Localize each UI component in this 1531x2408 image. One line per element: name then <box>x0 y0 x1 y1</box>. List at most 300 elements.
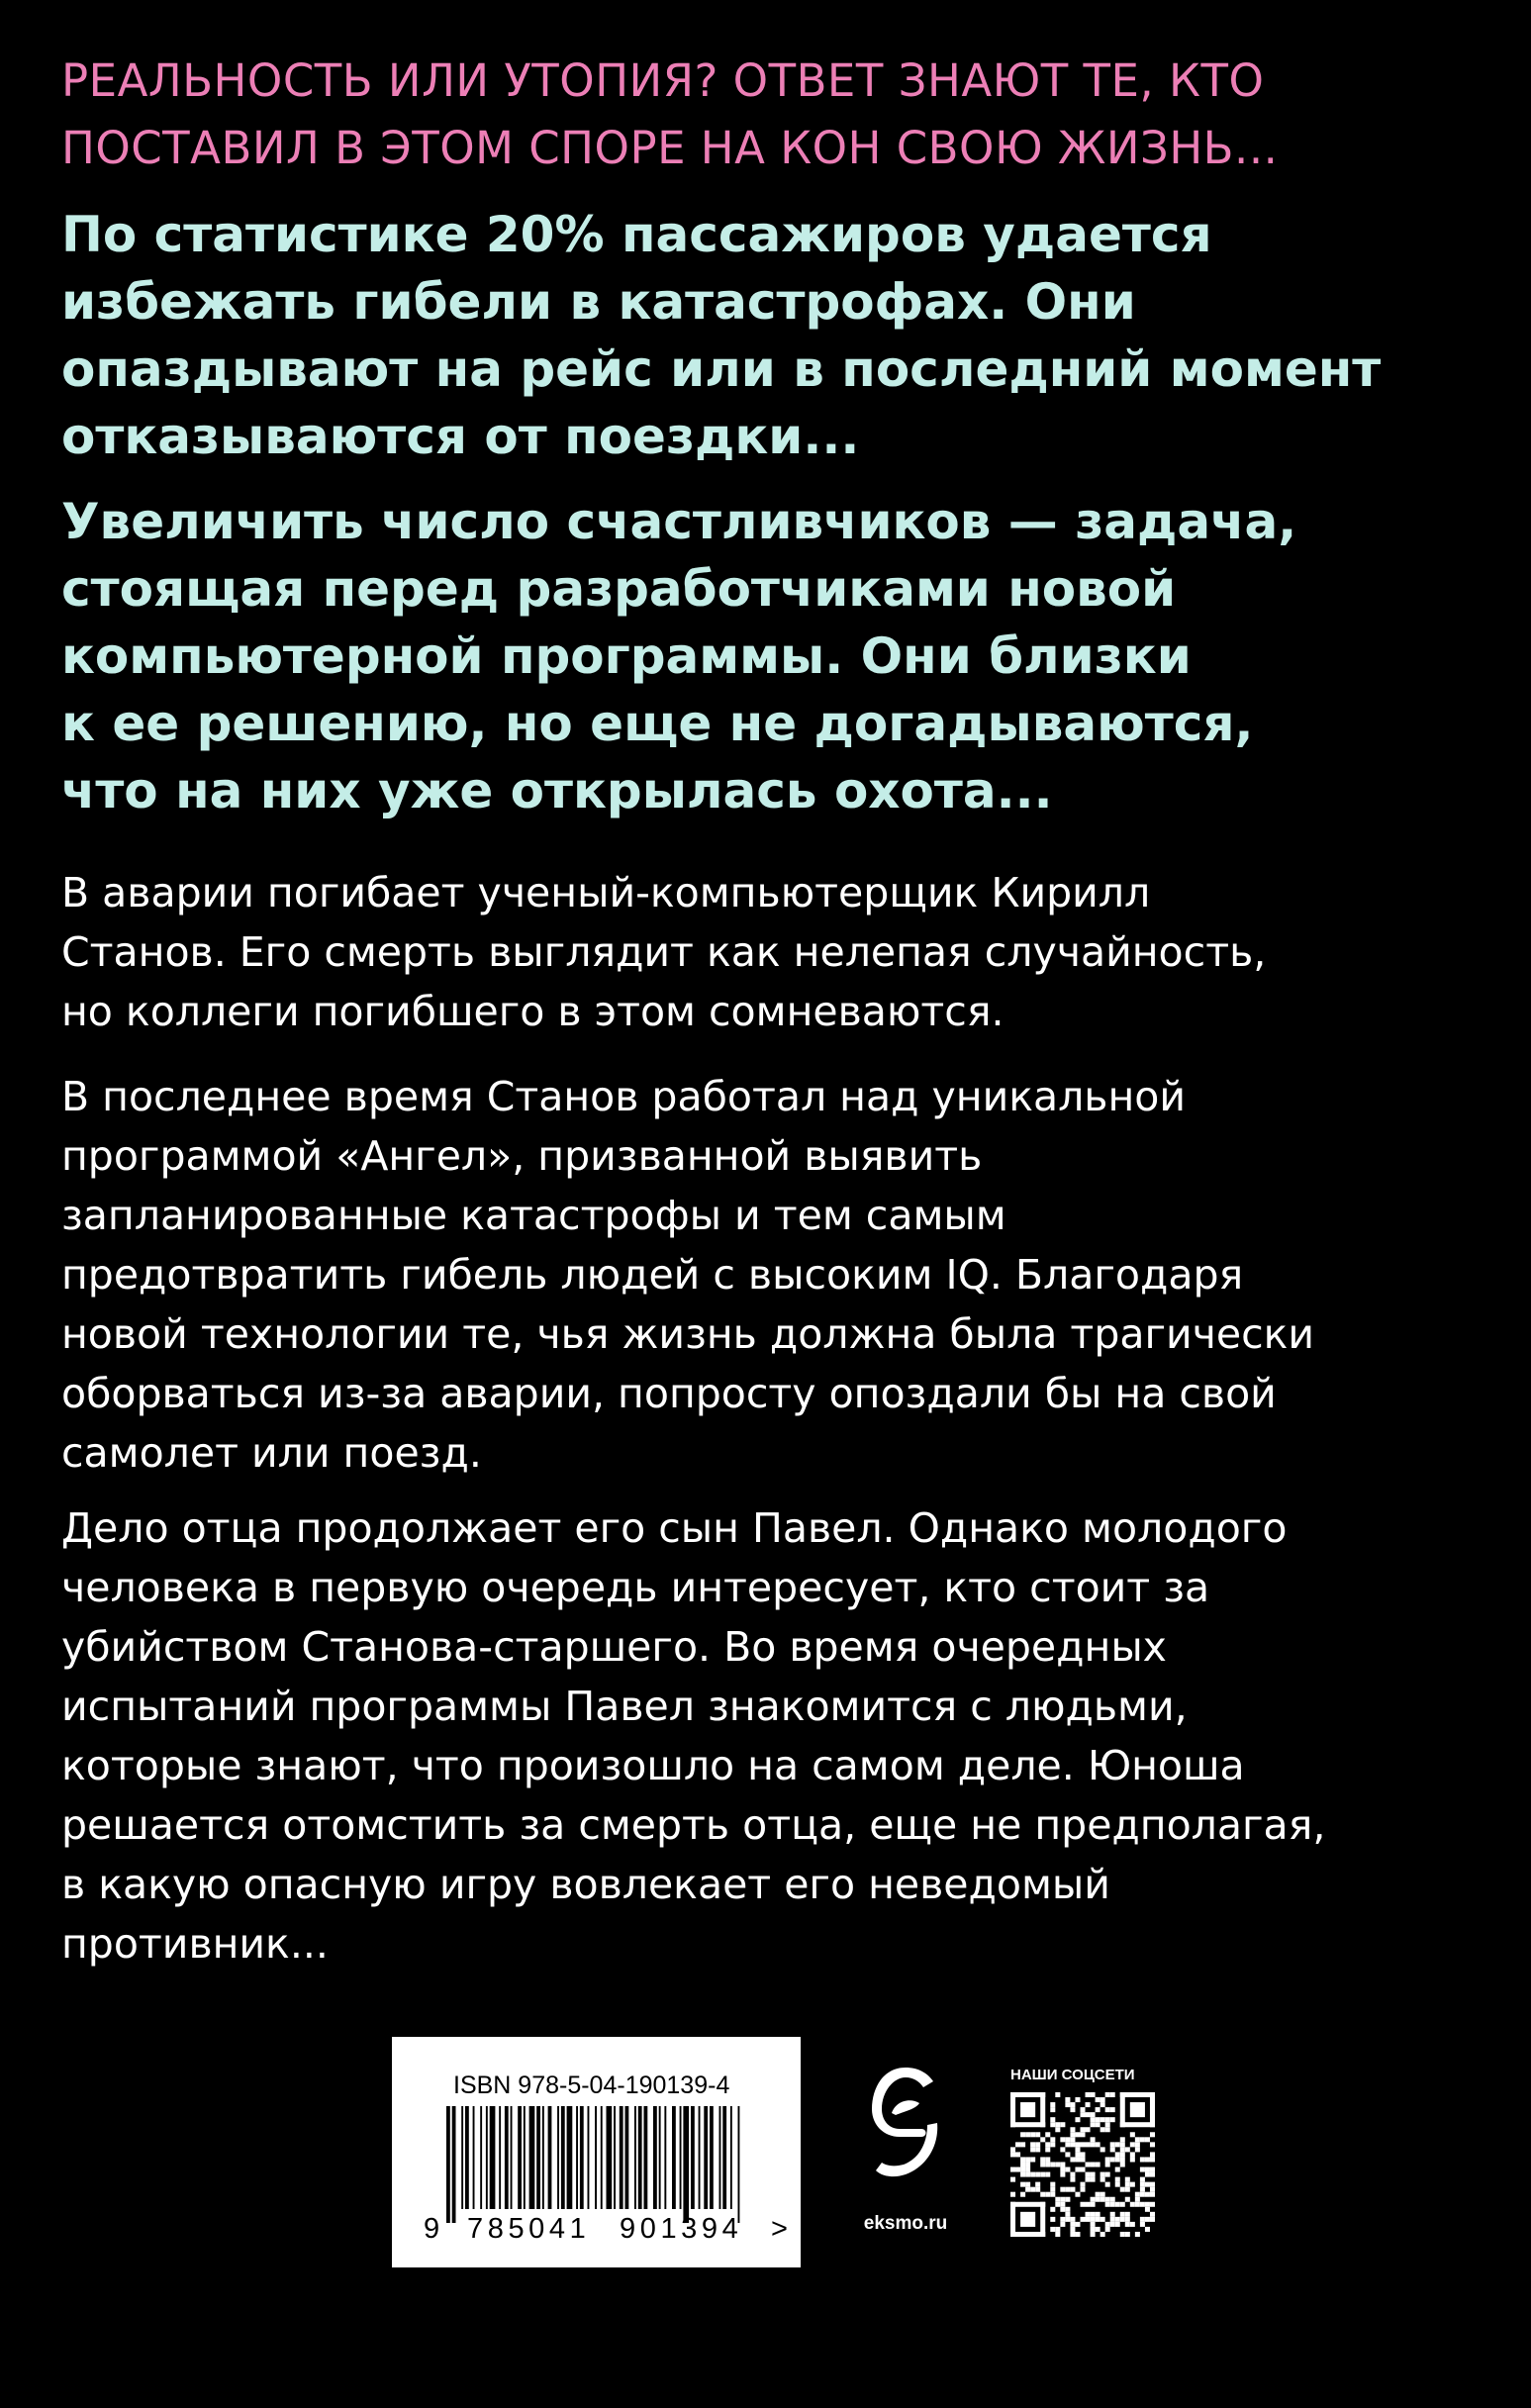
qr-module <box>1091 2112 1096 2117</box>
qr-module <box>1065 2207 1070 2212</box>
qr-module <box>1050 2107 1055 2112</box>
qr-module <box>1070 2217 1075 2222</box>
qr-module <box>1055 2127 1060 2132</box>
qr-module <box>1086 2112 1091 2117</box>
qr-module <box>1025 2182 1030 2187</box>
qr-module <box>1075 2222 1080 2227</box>
qr-module <box>1091 2212 1096 2217</box>
barcode-bar <box>518 2106 522 2209</box>
qr-module <box>1025 2162 1030 2167</box>
qr-module <box>1075 2147 1080 2152</box>
qr-module <box>1060 2162 1065 2167</box>
qr-module <box>1150 2157 1155 2162</box>
barcode-bar <box>524 2106 526 2209</box>
qr-module <box>1030 2147 1035 2152</box>
barcode-bar <box>680 2106 682 2209</box>
qr-module <box>1040 2172 1045 2177</box>
qr-module <box>1096 2192 1100 2197</box>
qr-module <box>1135 2202 1140 2207</box>
tagline: РЕАЛЬНОСТЬ ИЛИ УТОПИЯ? ОТВЕТ ЗНАЮТ ТЕ, КТО ПОСТАВИЛ В ЭТОМ СПОРЕ НА КОН СВОЮ ЖИЗНЬ... <box>61 54 1279 174</box>
qr-module <box>1045 2132 1050 2137</box>
qr-module <box>1091 2092 1096 2097</box>
qr-module <box>1080 2157 1085 2162</box>
qr-module <box>1130 2222 1135 2227</box>
qr-module <box>1070 2172 1075 2177</box>
qr-module <box>1025 2167 1030 2172</box>
qr-module <box>1070 2102 1075 2107</box>
isbn-barcode-block <box>392 2037 801 2267</box>
qr-module <box>1040 2192 1045 2197</box>
barcode-bar <box>683 2106 689 2223</box>
barcode-bar <box>634 2106 636 2209</box>
barcode-bar <box>644 2106 648 2209</box>
qr-module <box>1150 2142 1155 2147</box>
barcode-bar <box>576 2106 578 2209</box>
ean-quiet-zone-arrow: > <box>771 2213 788 2245</box>
barcode-bar <box>446 2106 450 2223</box>
qr-module <box>1060 2137 1065 2142</box>
qr-module <box>1120 2092 1155 2097</box>
qr-module <box>1110 2212 1115 2217</box>
ean-first-digit: 9 <box>424 2213 440 2245</box>
qr-module <box>1105 2117 1110 2122</box>
qr-module <box>1120 2232 1125 2237</box>
qr-module <box>1096 2107 1100 2112</box>
qr-module <box>1045 2162 1050 2167</box>
qr-module <box>1140 2167 1145 2172</box>
qr-module <box>1060 2217 1065 2222</box>
qr-module <box>1150 2132 1155 2137</box>
qr-module <box>1120 2212 1125 2217</box>
qr-module <box>1100 2117 1105 2122</box>
qr-module <box>1025 2187 1030 2192</box>
annotation-paragraph: В последнее время Станов работал над уникальной программой «Ангел», призванной выявить запланированные катастрофы и тем самым предотвратить гибель людей с высоким IQ. Благодаря новой технологии те, чья жизнь должна была трагически оборваться из-за аварии, попросту опоздали бы на свой самолет или поезд. <box>61 1073 1315 1477</box>
qr-module <box>1115 2142 1120 2147</box>
qr-module <box>1080 2202 1085 2207</box>
qr-module <box>1135 2192 1140 2197</box>
qr-module <box>1065 2142 1070 2147</box>
qr-module <box>1060 2122 1065 2127</box>
qr-module <box>1055 2162 1060 2167</box>
qr-module <box>1105 2227 1110 2232</box>
qr-module <box>1110 2107 1115 2112</box>
qr-module <box>1050 2187 1055 2192</box>
barcode-bar <box>588 2106 590 2209</box>
qr-module <box>1105 2127 1110 2132</box>
barcode-bar <box>490 2106 496 2209</box>
qr-module <box>1086 2172 1091 2177</box>
barcode-bar <box>557 2106 559 2209</box>
qr-module <box>1115 2202 1120 2207</box>
qr-module <box>1045 2192 1050 2197</box>
qr-module <box>1045 2157 1050 2162</box>
qr-module <box>1075 2117 1080 2122</box>
qr-module <box>1105 2122 1110 2127</box>
qr-module <box>1050 2162 1055 2167</box>
qr-module <box>1030 2157 1035 2162</box>
qr-module <box>1100 2192 1105 2197</box>
qr-module <box>1010 2177 1015 2182</box>
ean-left-group: 785041 <box>467 2213 591 2245</box>
qr-module <box>1140 2202 1145 2207</box>
qr-module <box>1020 2182 1025 2187</box>
qr-module <box>1020 2162 1025 2167</box>
qr-module <box>1145 2192 1150 2197</box>
qr-module <box>1145 2217 1150 2222</box>
qr-module <box>1020 2172 1025 2177</box>
qr-module <box>1010 2192 1015 2197</box>
qr-module <box>1025 2172 1030 2177</box>
barcode-bar <box>505 2106 509 2209</box>
qr-module <box>1120 2152 1125 2157</box>
social-label: НАШИ СОЦСЕТИ <box>1010 2067 1135 2083</box>
qr-module <box>1060 2202 1065 2207</box>
qr-module <box>1015 2152 1020 2157</box>
qr-module <box>1060 2207 1065 2212</box>
qr-module <box>1140 2187 1145 2192</box>
qr-module <box>1125 2187 1130 2192</box>
qr-module <box>1050 2207 1055 2212</box>
qr-module <box>1050 2122 1055 2127</box>
qr-module <box>1010 2167 1015 2172</box>
qr-module <box>1145 2182 1150 2187</box>
qr-module <box>1050 2137 1055 2142</box>
qr-module <box>1120 2187 1125 2192</box>
qr-module <box>1120 2162 1125 2167</box>
qr-module <box>1080 2187 1085 2192</box>
qr-module <box>1050 2217 1055 2222</box>
barcode-bar <box>607 2106 613 2209</box>
qr-module <box>1045 2172 1050 2177</box>
qr-module <box>1055 2232 1060 2237</box>
qr-module <box>1110 2202 1115 2207</box>
qr-module <box>1080 2182 1085 2187</box>
qr-module <box>1075 2157 1080 2162</box>
qr-module <box>1150 2182 1155 2187</box>
qr-module <box>1145 2167 1150 2172</box>
qr-module <box>1010 2202 1015 2237</box>
qr-module <box>1100 2102 1105 2107</box>
qr-module <box>1060 2197 1065 2202</box>
qr-module <box>1115 2182 1120 2187</box>
qr-module <box>1150 2187 1155 2192</box>
qr-module <box>1091 2172 1096 2177</box>
qr-module <box>1110 2117 1115 2122</box>
qr-module <box>1130 2152 1135 2157</box>
barcode-bar <box>486 2106 488 2209</box>
barcode-bar <box>710 2106 714 2209</box>
qr-module <box>1130 2102 1145 2117</box>
qr-module <box>1120 2092 1125 2127</box>
barcode-bar <box>567 2106 573 2209</box>
qr-module <box>1091 2137 1096 2142</box>
qr-module <box>1025 2132 1030 2137</box>
annotation-paragraph: В аварии погибает ученый-компьютерщик Кирилл Станов. Его смерть выглядит как нелепая случайность, но коллеги погибшего в этом сомневаются. <box>61 869 1267 1035</box>
qr-module <box>1135 2232 1140 2237</box>
qr-module <box>1105 2157 1110 2162</box>
qr-module <box>1075 2097 1080 2102</box>
qr-module <box>1045 2147 1050 2152</box>
qr-module <box>1035 2172 1040 2177</box>
barcode-bar <box>529 2106 535 2209</box>
qr-module <box>1091 2217 1096 2222</box>
qr-module <box>1110 2147 1115 2152</box>
qr-module <box>1080 2112 1085 2117</box>
qr-module <box>1096 2197 1100 2202</box>
qr-module <box>1091 2177 1096 2182</box>
qr-module <box>1105 2172 1110 2177</box>
qr-module <box>1065 2217 1070 2222</box>
qr-module <box>1065 2137 1070 2142</box>
lead-paragraph: По статистике 20% пассажиров удается избежать гибели в катастрофах. Они опаздывают на рейс или в последний момент отказываются от поездки... <box>61 206 1382 465</box>
barcode-bar <box>473 2106 475 2209</box>
qr-module <box>1010 2202 1045 2207</box>
qr-module <box>1010 2092 1045 2097</box>
qr-module <box>1120 2122 1155 2127</box>
qr-module <box>1091 2142 1096 2147</box>
qr-module <box>1080 2152 1085 2157</box>
qr-module <box>1145 2227 1150 2232</box>
qr-module <box>1050 2227 1055 2232</box>
qr-module <box>1086 2177 1091 2182</box>
qr-module <box>1070 2157 1075 2162</box>
qr-module <box>1020 2132 1025 2137</box>
qr-module <box>1140 2177 1145 2182</box>
qr-module <box>1020 2142 1025 2147</box>
qr-module <box>1050 2142 1055 2147</box>
qr-module <box>1105 2222 1110 2227</box>
qr-module <box>1120 2142 1125 2147</box>
barcode-bar <box>580 2106 584 2209</box>
qr-module <box>1060 2222 1065 2227</box>
qr-module <box>1115 2217 1120 2222</box>
qr-module <box>1015 2142 1020 2147</box>
qr-module <box>1070 2127 1075 2132</box>
qr-module <box>1110 2142 1115 2147</box>
qr-module <box>1096 2162 1100 2167</box>
barcode-bar <box>659 2106 661 2209</box>
qr-module <box>1145 2157 1150 2162</box>
qr-module <box>1075 2132 1080 2137</box>
qr-module <box>1035 2182 1040 2187</box>
qr-module <box>1055 2202 1060 2207</box>
qr-module <box>1075 2232 1080 2237</box>
qr-module <box>1130 2202 1135 2207</box>
qr-module <box>1120 2202 1125 2207</box>
qr-module <box>1065 2102 1070 2107</box>
qr-module <box>1150 2202 1155 2207</box>
barcode-bar <box>719 2106 721 2209</box>
qr-module <box>1040 2162 1045 2167</box>
qr-module <box>1120 2217 1125 2222</box>
qr-module <box>1100 2197 1105 2202</box>
qr-module <box>1035 2132 1040 2137</box>
qr-module <box>1091 2227 1096 2232</box>
qr-module <box>1070 2137 1075 2142</box>
qr-module <box>1100 2177 1105 2182</box>
annotation-paragraph: Дело отца продолжает его сын Павел. Однако молодого человека в первую очередь интересует, кто стоит за убийством Станова-старшего. Во время очередных испытаний программы Павел знакомится с людьми, которые знают, что произошло на самом деле. Юноша решается отомстить за смерть отца, еще не предполагая, в какую опасную игру вовлекает его неведомый противник... <box>61 1504 1326 1968</box>
qr-module <box>1020 2102 1035 2117</box>
qr-module <box>1080 2167 1085 2172</box>
barcode-bar <box>625 2106 629 2209</box>
qr-module <box>1065 2212 1070 2217</box>
qr-module <box>1020 2167 1025 2172</box>
qr-module <box>1055 2122 1060 2127</box>
qr-module <box>1080 2217 1085 2222</box>
qr-module <box>1080 2142 1085 2147</box>
qr-module <box>1091 2222 1096 2227</box>
qr-module <box>1020 2157 1025 2162</box>
qr-module <box>1086 2127 1091 2132</box>
qr-module <box>1055 2197 1060 2202</box>
qr-module <box>1120 2157 1125 2162</box>
qr-module <box>1065 2167 1070 2172</box>
qr-module <box>1086 2212 1091 2217</box>
barcode-bar <box>542 2106 544 2209</box>
qr-module <box>1070 2177 1075 2182</box>
qr-module <box>1115 2177 1120 2182</box>
qr-module <box>1065 2152 1070 2157</box>
qr-module <box>1030 2132 1035 2137</box>
qr-module <box>1091 2197 1096 2202</box>
qr-module <box>1115 2152 1120 2157</box>
barcode-bar <box>620 2106 623 2209</box>
qr-module <box>1060 2167 1065 2172</box>
qr-module <box>1135 2147 1140 2152</box>
qr-module <box>1070 2222 1075 2227</box>
qr-module <box>1100 2127 1105 2132</box>
qr-module <box>1091 2117 1096 2122</box>
barcode-bar <box>738 2106 740 2223</box>
qr-module <box>1145 2207 1150 2212</box>
qr-module <box>1150 2167 1155 2172</box>
barcode-bar <box>536 2106 540 2209</box>
publisher-block <box>851 2064 960 2242</box>
qr-module <box>1030 2172 1035 2177</box>
qr-module <box>1060 2147 1065 2152</box>
qr-module <box>1120 2147 1125 2152</box>
qr-module <box>1060 2187 1065 2192</box>
qr-module <box>1010 2122 1045 2127</box>
barcode-bar <box>722 2106 726 2209</box>
qr-module <box>1125 2222 1130 2227</box>
qr-module <box>1050 2192 1055 2197</box>
qr-module <box>1135 2142 1140 2147</box>
publisher-url: eksmo.ru <box>863 2213 948 2234</box>
qr-module <box>1065 2097 1070 2102</box>
qr-module <box>1140 2157 1145 2162</box>
qr-module <box>1086 2102 1091 2107</box>
qr-module <box>1030 2142 1035 2147</box>
qr-module <box>1070 2232 1075 2237</box>
qr-module <box>1130 2132 1135 2137</box>
qr-module <box>1150 2092 1155 2127</box>
qr-module <box>1040 2157 1045 2162</box>
qr-module <box>1140 2137 1145 2142</box>
qr-module <box>1020 2192 1025 2197</box>
qr-module <box>1091 2232 1096 2237</box>
qr-module <box>1035 2142 1040 2147</box>
barcode-bar <box>653 2106 657 2209</box>
qr-module <box>1140 2182 1145 2187</box>
qr-module <box>1100 2217 1105 2222</box>
qr-module <box>1096 2212 1100 2217</box>
qr-module <box>1030 2187 1035 2192</box>
qr-module <box>1135 2137 1140 2142</box>
qr-module <box>1140 2192 1145 2197</box>
qr-module <box>1091 2122 1096 2127</box>
barcode-bar <box>672 2106 676 2209</box>
qr-module <box>1096 2117 1100 2122</box>
qr-module <box>1105 2197 1110 2202</box>
qr-module <box>1050 2182 1055 2187</box>
qr-module <box>1050 2102 1055 2107</box>
qr-module <box>1091 2162 1096 2167</box>
qr-module <box>1150 2217 1155 2222</box>
qr-module <box>1080 2107 1085 2112</box>
qr-module <box>1105 2202 1110 2207</box>
barcode-bar <box>601 2106 603 2209</box>
qr-module <box>1086 2162 1091 2167</box>
qr-module <box>1065 2187 1070 2192</box>
qr-module <box>1115 2222 1120 2227</box>
qr-module <box>1086 2142 1091 2147</box>
qr-module <box>1130 2182 1135 2187</box>
barcode-bar <box>511 2106 513 2209</box>
qr-module <box>1080 2127 1085 2132</box>
qr-module <box>1096 2227 1100 2232</box>
qr-module <box>1020 2212 1035 2227</box>
barcode-bar <box>465 2106 469 2209</box>
qr-module <box>1070 2142 1075 2147</box>
qr-module <box>1086 2092 1091 2097</box>
barcode-icon <box>446 2106 749 2223</box>
qr-module <box>1130 2157 1135 2162</box>
qr-module <box>1065 2197 1070 2202</box>
lead-paragraph: Увеличить число счастливчиков — задача, стоящая перед разработчиками новой компьютерной программы. Они близки к ее решению, но еще не догадываются, что на них уже открылась охота... <box>61 493 1297 819</box>
barcode-bar <box>699 2106 701 2209</box>
qr-module <box>1115 2157 1120 2162</box>
qr-module <box>1055 2227 1060 2232</box>
qr-module <box>1010 2092 1015 2127</box>
qr-module <box>1055 2092 1060 2097</box>
qr-module <box>1096 2217 1100 2222</box>
qr-module <box>1145 2202 1150 2207</box>
barcode-bar <box>704 2106 708 2209</box>
qr-module <box>1125 2197 1130 2202</box>
qr-module <box>1105 2162 1110 2167</box>
qr-module <box>1150 2152 1155 2157</box>
qr-module <box>1035 2147 1040 2152</box>
qr-module <box>1060 2172 1065 2177</box>
qr-module <box>1035 2187 1040 2192</box>
qr-module <box>1010 2147 1015 2152</box>
qr-module <box>1125 2232 1130 2237</box>
qr-module <box>1115 2167 1120 2172</box>
qr-module <box>1150 2192 1155 2197</box>
qr-module <box>1150 2172 1155 2177</box>
qr-module <box>1105 2092 1110 2097</box>
qr-module <box>1100 2232 1105 2237</box>
qr-module <box>1125 2212 1130 2217</box>
isbn-label: ISBN 978-5-04-190139-4 <box>453 2071 730 2099</box>
qr-module <box>1100 2097 1105 2102</box>
ean-right-group: 901394 <box>620 2213 743 2245</box>
barcode-bar <box>461 2106 463 2209</box>
qr-module <box>1135 2197 1140 2202</box>
qr-module <box>1075 2192 1080 2197</box>
qr-module <box>1125 2177 1130 2182</box>
